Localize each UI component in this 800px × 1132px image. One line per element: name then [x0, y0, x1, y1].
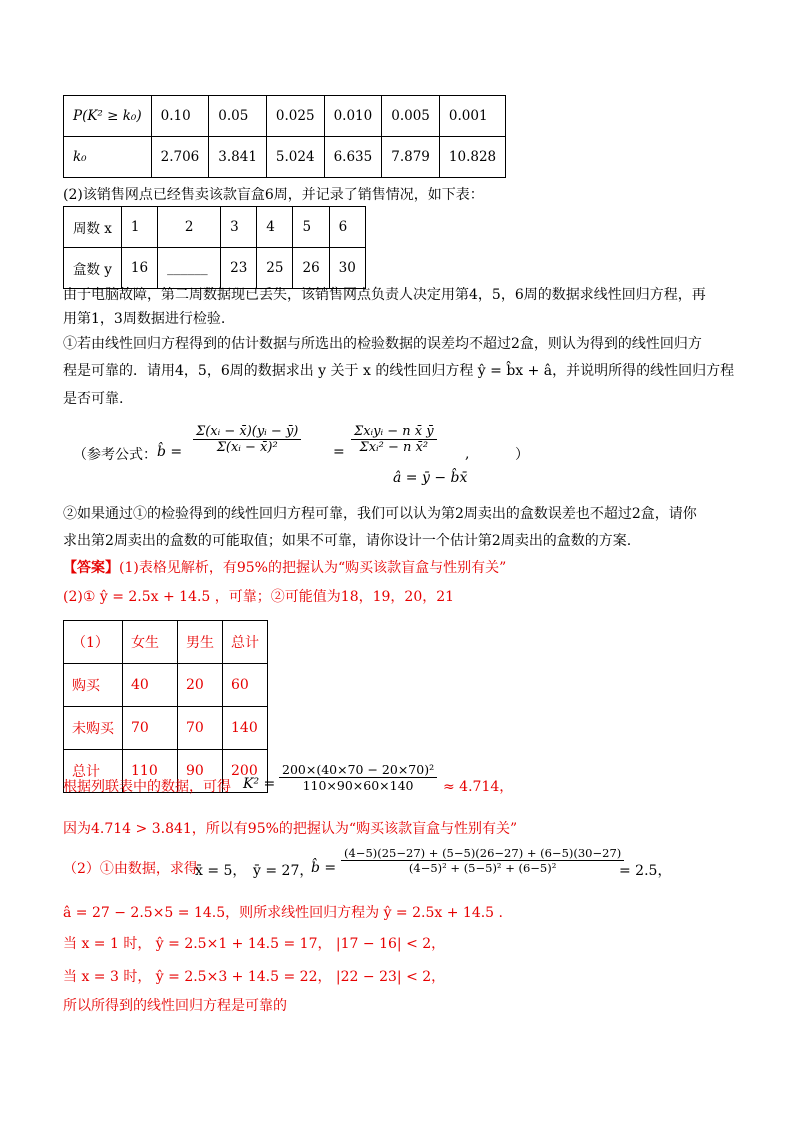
table-cell: 40	[123, 664, 178, 707]
solution-line: 因为4.714 > 3.841，所以有95%的把握认为“购买该款盲盒与性别有关”	[63, 821, 518, 837]
paragraph-line: 程是可靠的．请用4，5，6周的数据求出 y 关于 x 的线性回归方程 ŷ = b̂x + â，并说明所得的线性回归方程	[63, 363, 735, 379]
formula-fraction-1	[193, 424, 301, 455]
table-row	[64, 96, 506, 137]
table-cell: 25	[257, 248, 293, 289]
bhat-label: b̂ =	[311, 860, 337, 876]
fraction-denominator: (4−5)² + (5−5)² + (6−5)²	[408, 861, 557, 875]
table-cell: 5	[293, 207, 329, 248]
solution-line: 所以所得到的线性回归方程是可靠的	[63, 998, 287, 1014]
question-2-intro: (2)该销售网点已经售卖该款盲盒6周，并记录了销售情况，如下表：	[63, 187, 484, 203]
table-cell: 10.828	[439, 137, 505, 178]
reference-formula	[63, 420, 743, 492]
table-cell: 200	[223, 750, 268, 793]
fraction-denominator: 110×90×60×140	[302, 778, 414, 793]
table-header-cell: 总计	[223, 621, 268, 664]
table-cell: 20	[178, 664, 223, 707]
bhat-fraction	[341, 846, 624, 875]
table-row	[64, 707, 268, 750]
solution-line: 当 x = 3 时， ŷ = 2.5×3 + 14.5 = 22， |22 − 23| < 2，	[63, 969, 446, 985]
table-cell: 16	[121, 248, 157, 289]
table-row	[64, 248, 366, 289]
table-cell: 90	[178, 750, 223, 793]
table-cell: 0.005	[382, 96, 440, 137]
fraction-denominator: Σxᵢ² − n x̄²	[359, 440, 429, 455]
table-cell: 2	[158, 207, 221, 248]
fraction-numerator: Σ(xᵢ − x̄)(yᵢ − ȳ)	[193, 424, 301, 440]
table-header-cell: P(K² ≥ k₀)	[64, 96, 152, 137]
comma: ,	[465, 446, 470, 462]
answer-text: (1)表格见解析，有95%的把握认为“购买该款盲盒与性别有关”	[119, 560, 507, 576]
fraction-numerator: Σxᵢyᵢ − n x̄ ȳ	[351, 424, 437, 440]
table-cell: 5.024	[266, 137, 324, 178]
table-cell: 6	[329, 207, 365, 248]
table-cell: 2.706	[151, 137, 209, 178]
solution-line: 当 x = 1 时， ŷ = 2.5×1 + 14.5 = 17， |17 − 16| < 2，	[63, 936, 446, 952]
table-row	[64, 207, 366, 248]
paragraph-line: 是否可靠.	[63, 391, 124, 407]
table-cell: 0.025	[266, 96, 324, 137]
table-cell: 7.879	[382, 137, 440, 178]
critical-value-table	[63, 95, 506, 178]
table-header-cell: 女生	[123, 621, 178, 664]
table-header-cell: 周数 x	[64, 207, 122, 248]
table-cell: 6.635	[324, 137, 382, 178]
week-sales-table	[63, 206, 366, 289]
paragraph-line: 求出第2周卖出的盒数的可能取值；如果不可靠，请你设计一个估计第2周卖出的盒数的方案.	[63, 533, 632, 549]
table-cell: ______	[158, 248, 221, 289]
k2-label: K² =	[243, 776, 276, 792]
table-cell: 3	[221, 207, 257, 248]
table-cell: 26	[293, 248, 329, 289]
paragraph-line: 用第1，3周数据进行检验.	[63, 311, 226, 327]
k2-fraction	[279, 762, 437, 793]
solution-line: â = 27 − 2.5×5 = 14.5，则所求线性回归方程为 ŷ = 2.5x + 14.5 .	[63, 905, 503, 921]
table-header-cell: k₀	[64, 137, 152, 178]
paragraph-line: ①若由线性回归方程得到的估计数据与所选出的检验数据的误差均不超过2盒，则认为得到的线性回归方	[63, 336, 702, 352]
bhat-computation	[63, 846, 763, 892]
fraction-numerator: (4−5)(25−27) + (5−5)(26−27) + (6−5)(30−27)	[341, 846, 624, 861]
answer-line-2: (2)① ŷ = 2.5x + 14.5 ，可靠；②可能值为18，19，20，21	[63, 589, 455, 605]
table-cell: 4	[257, 207, 293, 248]
table-header-cell: 男生	[178, 621, 223, 664]
table-cell: 110	[123, 750, 178, 793]
fraction-denominator: Σ(xᵢ − x̄)²	[216, 440, 278, 455]
table-cell: 60	[223, 664, 268, 707]
table-row	[64, 664, 268, 707]
table-header-cell: 盒数 y	[64, 248, 122, 289]
table-cell: 0.05	[209, 96, 267, 137]
table-header-cell: （1）	[64, 621, 123, 664]
k2-result: ≈ 4.714，	[443, 779, 514, 795]
formula-fraction-2	[351, 424, 437, 455]
table-cell: 3.841	[209, 137, 267, 178]
bhat-result: = 2.5，	[619, 863, 672, 879]
table-cell: 30	[329, 248, 365, 289]
paragraph-line: 由于电脑故障，第二周数据现已丢失，该销售网点负责人决定用第4，5，6周的数据求线性回归方程，再	[63, 287, 706, 303]
formula-b-label: b̂ =	[157, 444, 183, 460]
sol3-prefix: （2）①由数据，求得	[63, 861, 198, 877]
table-cell: 购买	[64, 664, 123, 707]
equals-sign: =	[333, 444, 345, 460]
formula-a: â = ȳ − b̂x̄	[393, 470, 468, 486]
table-cell: 70	[178, 707, 223, 750]
formula-prefix: （参考公式：	[73, 447, 157, 463]
table-cell: 1	[121, 207, 157, 248]
table-row	[64, 621, 268, 664]
answer-line-1	[63, 557, 506, 579]
xbar-value: x̄ = 5，	[195, 863, 247, 879]
formula-suffix-paren: ）	[515, 447, 529, 463]
table-cell: 0.10	[151, 96, 209, 137]
table-cell: 总计	[64, 750, 123, 793]
answer-label: 【答案】	[63, 560, 119, 576]
paragraph-line: ②如果通过①的检验得到的线性回归方程可靠，我们可以认为第2周卖出的盒数误差也不超过2盒，请你	[63, 506, 697, 522]
table-cell: 140	[223, 707, 268, 750]
fraction-numerator: 200×(40×70 − 20×70)²	[279, 762, 437, 778]
sol1-prefix: 根据列联表中的数据，可得	[63, 779, 231, 795]
table-cell: 未购买	[64, 707, 123, 750]
ybar-value: ȳ = 27，	[253, 863, 314, 879]
table-row	[64, 137, 506, 178]
table-cell: 0.010	[324, 96, 382, 137]
table-cell: 23	[221, 248, 257, 289]
table-cell: 0.001	[439, 96, 505, 137]
table-cell: 70	[123, 707, 178, 750]
